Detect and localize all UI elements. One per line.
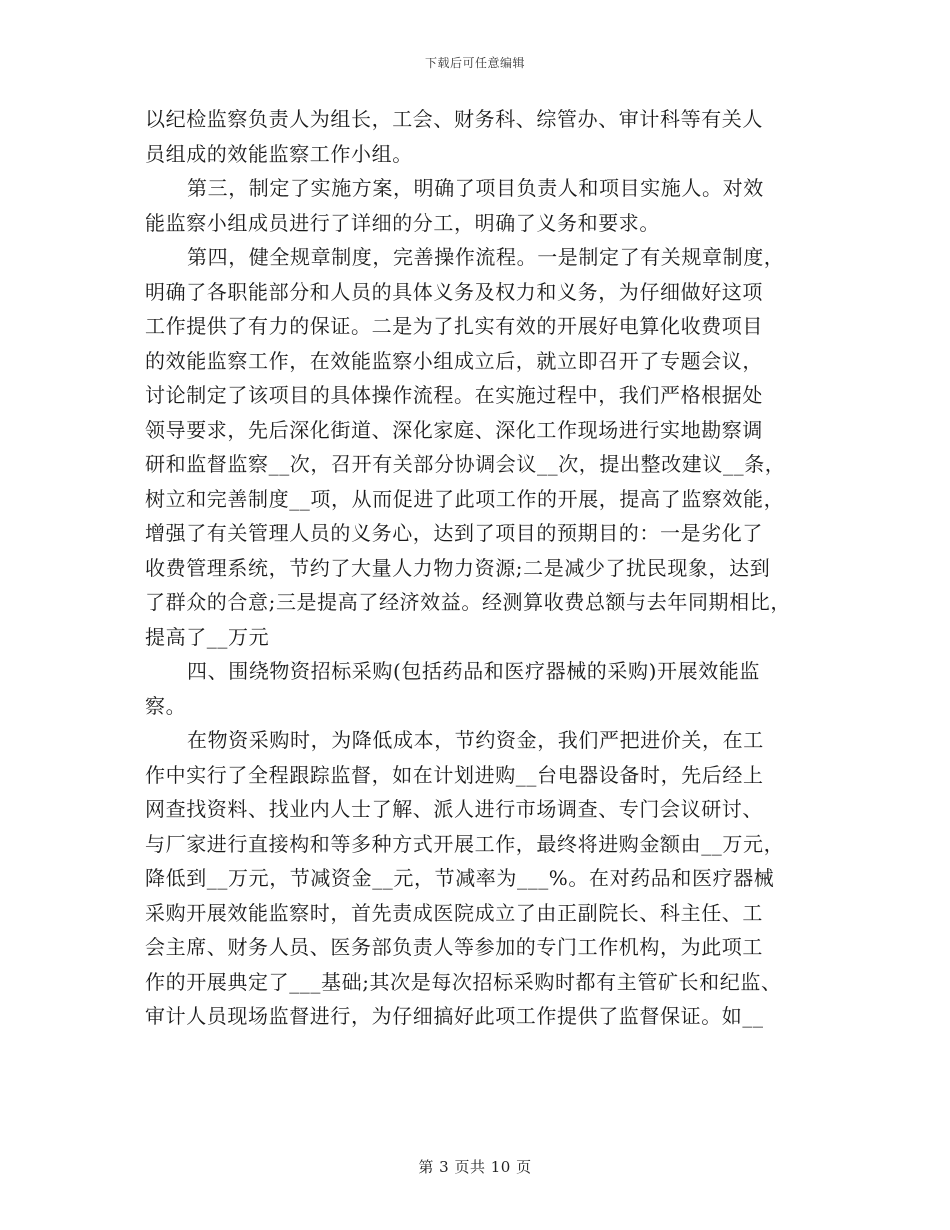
- text-line: 作中实行了全程跟踪监督，如在计划进购__台电器设备时，先后经上: [145, 762, 764, 787]
- text-line: 工作提供了有力的保证。二是为了扎实有效的开展好电算化收费项目: [145, 314, 763, 338]
- text-line: 研和监督监察__次，召开有关部分协调会议__次，提出整改建议__条，: [145, 452, 786, 476]
- text-line: 了群众的合意;三是提高了经济效益。经测算收费总额与去年同期相比，: [145, 590, 791, 614]
- text-line: 会主席、财务人员、医务部负责人等参加的专门工作机构，为此项工: [145, 935, 763, 959]
- text-line: 降低到__万元，节减资金__元，节减率为___%。在对药品和医疗器械: [145, 866, 775, 890]
- text-line: 审计人员现场监督进行，为仔细搞好此项工作提供了监督保证。如__: [145, 1004, 764, 1028]
- text-line: 的效能监察工作，在效能监察小组成立后，就立即召开了专题会议，: [145, 348, 763, 373]
- text-line: 领导要求，先后深化街道、深化家庭、深化工作现场进行实地勘察调: [145, 417, 763, 442]
- document-body: [145, 102, 825, 1034]
- section-heading-line: 四、围绕物资招标采购(包括药品和医疗器械的采购)开展效能监: [187, 659, 761, 683]
- text-line: 第三，制定了实施方案，明确了项目负责人和项目实施人。对效: [187, 176, 764, 200]
- section-heading-line: 察。: [145, 693, 187, 718]
- text-line: 提高了__万元: [145, 624, 270, 649]
- text-line: 收费管理系统，节约了大量人力物力资源;二是减少了扰民现象，达到: [145, 555, 771, 580]
- text-line: 员组成的效能监察工作小组。: [145, 141, 413, 166]
- text-line: 树立和完善制度__项，从而促进了此项工作的开展，提高了监察效能，: [145, 486, 785, 511]
- text-line: 采购开展效能监察时，首先责成医院成立了由正副院长、科主任、工: [145, 900, 763, 925]
- text-line: 讨论制定了该项目的具体操作流程。在实施过程中，我们严格根据处: [145, 383, 763, 407]
- text-line: 增强了有关管理人员的义务心，达到了项目的预期目的：一是劣化了: [145, 521, 763, 545]
- text-line: 与厂家进行直接构和等多种方式开展工作，最终将进购金额由__万元，: [145, 831, 785, 856]
- text-line: 网查找资料、找业内人士了解、派人进行市场调查、专门会议研讨、: [145, 797, 763, 821]
- text-line: 作的开展典定了___基础;其次是每次招标采购时都有主管矿长和纪监、: [145, 969, 782, 994]
- text-line: 能监察小组成员进行了详细的分工，明确了义务和要求。: [145, 210, 660, 235]
- text-line: 以纪检监察负责人为组长，工会、财务科、综管办、审计科等有关人: [145, 107, 763, 131]
- text-line: 在物资采购时，为降低成本，节约资金，我们严把进价关，在工: [187, 728, 764, 752]
- page-header: 下载后可任意编辑: [424, 56, 525, 70]
- text-line: 明确了各职能部分和人员的具体义务及权力和义务，为仔细做好这项: [145, 279, 763, 304]
- text-line: 第四，健全规章制度，完善操作流程。一是制定了有关规章制度，: [187, 245, 785, 269]
- page-number: 第 3 页共 10 页: [418, 1158, 532, 1176]
